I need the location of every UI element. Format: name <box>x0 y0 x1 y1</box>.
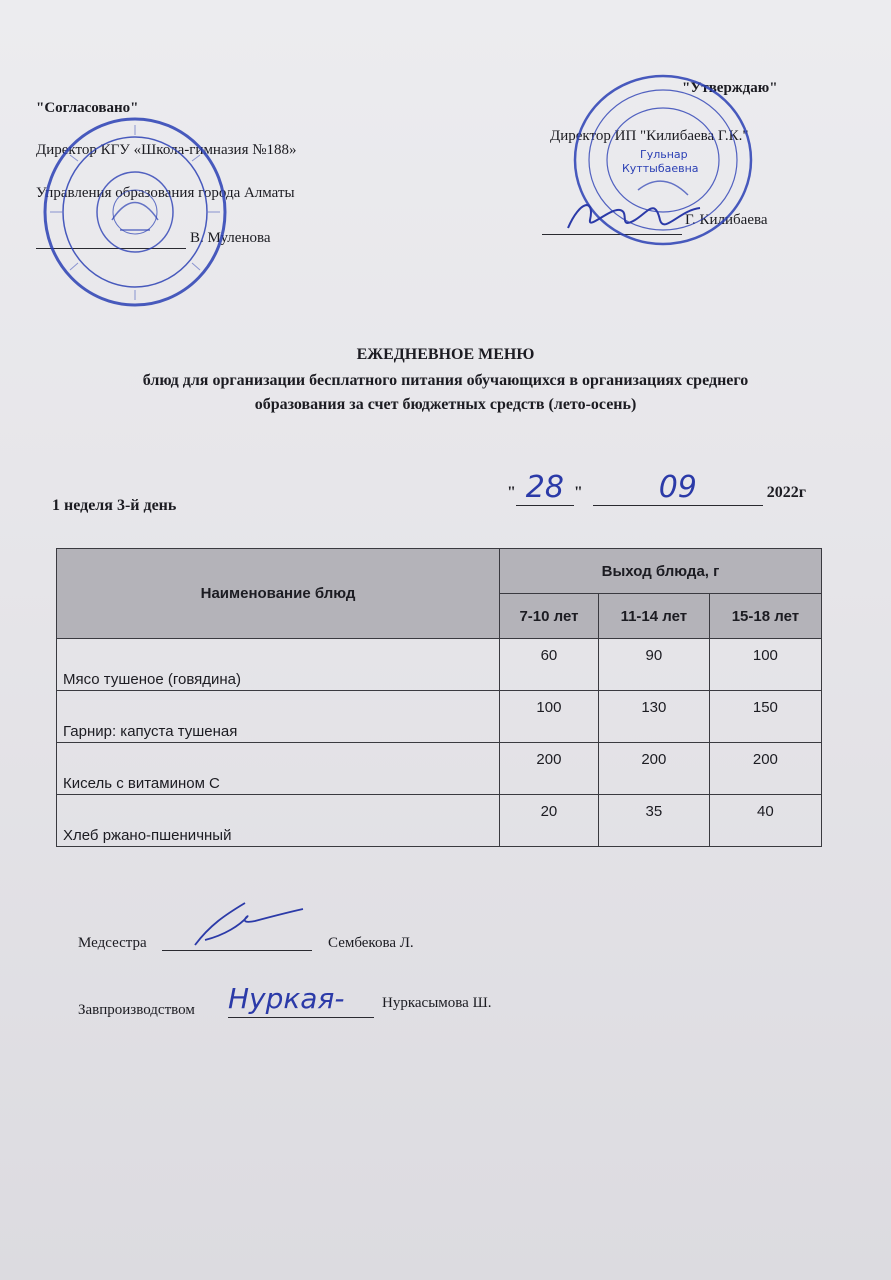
date-year: 2022г <box>766 484 807 501</box>
age-group-header: 11-14 лет <box>598 594 709 639</box>
age-group-header: 7-10 лет <box>500 594 599 639</box>
yield-value: 130 <box>598 691 709 743</box>
dish-name: Мясо тушеное (говядина) <box>57 639 500 691</box>
yield-value: 60 <box>500 639 599 691</box>
dish-name: Кисель с витамином С <box>57 743 500 795</box>
right-header-signer: Г. Килибаева <box>685 212 768 228</box>
menu-heading: ЕЖЕДНЕВНОЕ МЕНЮ <box>356 346 535 363</box>
left-header-line2: Управления образования города Алматы <box>36 185 295 201</box>
table-row <box>57 743 822 795</box>
stamp-name-line1: Гульнар <box>640 148 688 161</box>
yield-value: 35 <box>598 795 709 847</box>
manager-role: Завпроизводством <box>78 1002 195 1018</box>
left-header-signer: В. Муленова <box>190 230 271 246</box>
nurse-name: Сембекова Л. <box>328 935 414 951</box>
dish-name-header: Наименование блюд <box>57 549 500 639</box>
date-open-quote: " <box>507 484 516 501</box>
approve-label: "Утверждаю" <box>682 80 778 96</box>
date-day: 28 <box>516 470 574 506</box>
yield-header: Выход блюда, г <box>500 549 822 594</box>
yield-value: 40 <box>709 795 821 847</box>
menu-table <box>56 548 822 847</box>
yield-value: 200 <box>500 743 599 795</box>
yield-value: 200 <box>598 743 709 795</box>
yield-value: 100 <box>500 691 599 743</box>
yield-value: 200 <box>709 743 821 795</box>
yield-value: 90 <box>598 639 709 691</box>
yield-value: 150 <box>709 691 821 743</box>
agreed-label: "Согласовано" <box>36 100 139 116</box>
date-close-quote: " <box>573 484 583 501</box>
director-signature <box>560 190 710 240</box>
school-stamp <box>40 115 230 310</box>
manager-signature: Нуркая- <box>228 982 374 1018</box>
nurse-signature <box>185 895 310 955</box>
dish-name: Хлеб ржано-пшеничный <box>57 795 500 847</box>
week-day: 1 неделя 3-й день <box>52 497 177 514</box>
table-row <box>57 795 822 847</box>
table-row <box>57 691 822 743</box>
yield-value: 100 <box>709 639 821 691</box>
menu-subtitle-2: образования за счет бюджетных средств (лето-осень) <box>254 396 637 413</box>
date-line <box>507 470 806 506</box>
yield-value: 20 <box>500 795 599 847</box>
manager-name: Нуркасымова Ш. <box>382 995 492 1011</box>
nurse-role: Медсестра <box>78 935 147 951</box>
table-row <box>57 639 822 691</box>
age-group-header: 15-18 лет <box>709 594 821 639</box>
menu-subtitle-1: блюд для организации бесплатного питания обучающихся в организациях среднего <box>142 372 749 389</box>
left-header-line1: Директор КГУ «Школа-гимназия №188» <box>36 142 297 158</box>
date-month: 09 <box>593 470 763 506</box>
right-header-line1: Директор ИП "Килибаева Г.К." <box>550 128 749 144</box>
dish-name: Гарнир: капуста тушеная <box>57 691 500 743</box>
stamp-name-line2: Куттыбаевна <box>622 162 699 175</box>
